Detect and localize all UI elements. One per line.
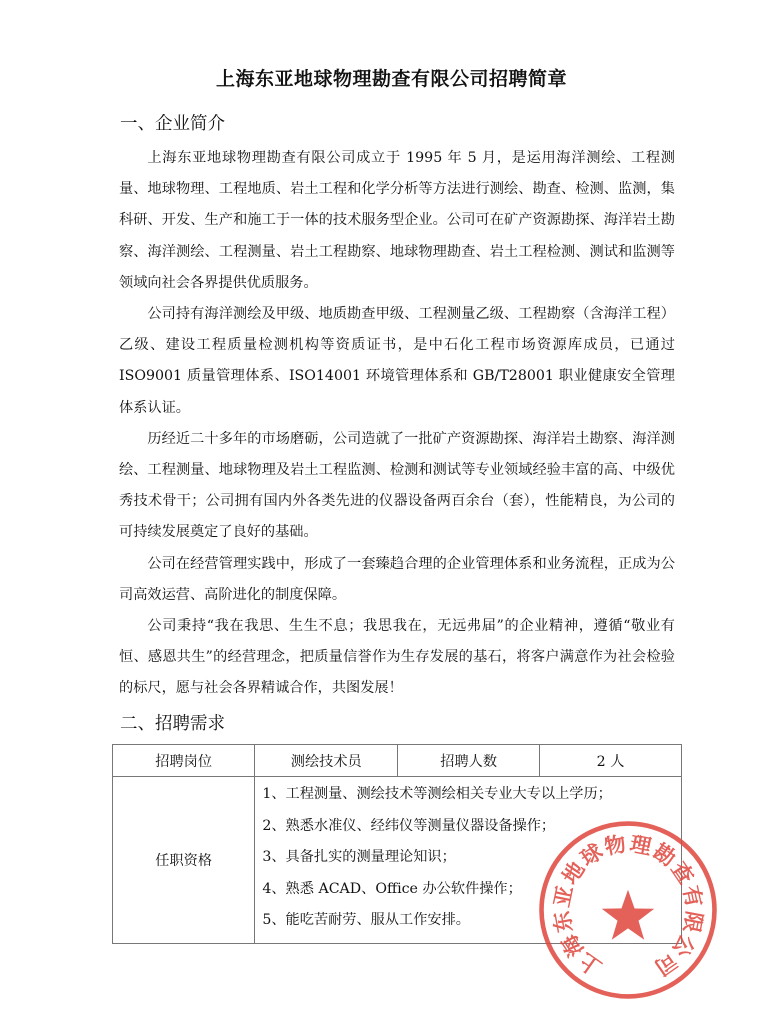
seal-character: 亚 xyxy=(548,883,578,910)
intro-paragraph: 公司在经营管理实践中，形成了一套臻趋合理的企业管理体系和业务流程，正成为公司高效运营、高阶进化的制度保障。 xyxy=(119,555,675,603)
qualification-label: 任职资格 xyxy=(113,777,255,944)
section-heading-recruitment: 二、招聘需求 xyxy=(120,714,225,734)
qualification-item: 5、能吃苦耐劳、服从工作安排。 xyxy=(262,912,470,928)
seal-character: 勘 xyxy=(648,838,681,871)
table-row xyxy=(113,745,682,777)
seal-character: 上 xyxy=(574,947,606,981)
seal-character: 球 xyxy=(575,838,608,871)
seal-character: 地 xyxy=(556,856,590,889)
company-intro xyxy=(119,143,675,705)
seal-character: 司 xyxy=(650,947,682,981)
qualification-item: 2、熟悉水准仪、经纬仪等测量仪器设备操作； xyxy=(262,817,556,834)
count-value: 2 人 xyxy=(540,745,682,777)
position-value: 测绘技术员 xyxy=(255,745,398,777)
seal-character: 查 xyxy=(666,856,700,889)
seal-character: 公 xyxy=(667,930,700,962)
qualification-item: 3、具备扎实的测量理论知识； xyxy=(262,849,456,865)
seal-character: 海 xyxy=(556,930,589,962)
intro-paragraph: 公司秉持“我在我思、生生不息；我思我在，无远弗届”的企业精神，遵循“敬业有恒、感恩共生”的经营理念，把质量信誉作为生存发展的基石，将客户满意作为社会检验的标尺，愿与社会各界精诚合作，共图发展！ xyxy=(119,618,675,697)
section-heading-company-intro: 一、企业简介 xyxy=(120,114,225,134)
intro-paragraph: 历经近二十多年的市场磨砺，公司造就了一批矿产资源勘探、海洋岩土勘察、海洋测绘、工程测量、地球物理及岩土工程监测、检测和测试等专业领域经验丰富的高、中级优秀技术骨干；公司拥有国内外各类先进的仪器设备两百余台（套），性能精良，为公司的可持续发展奠定了良好的基础。 xyxy=(119,430,675,541)
document-title: 上海东亚地球物理勘查有限公司招聘简章 xyxy=(215,68,567,90)
qualification-item: 1、工程测量、测绘技术等测绘相关专业大专以上学历； xyxy=(262,786,612,802)
seal-character: 东 xyxy=(548,909,578,935)
seal-character: 有 xyxy=(678,883,708,910)
position-label: 招聘岗位 xyxy=(113,745,255,777)
intro-paragraph: 公司持有海洋测绘及甲级、地质勘查甲级、工程测量乙级、工程勘察（含海洋工程）乙级、建设工程质量检测机构等资质证书，是中石化工程市场资源库成员，已通过 ISO9001 质量管理体系、ISO14001 环境管理体系和 GB/T28001 职业健康安全管理体系认证。 xyxy=(119,306,675,416)
qualification-item: 4、熟悉 ACAD、Office 办公软件操作； xyxy=(262,880,522,897)
seal-character: 限 xyxy=(678,909,708,935)
count-label: 招聘人数 xyxy=(398,745,540,777)
company-seal-stamp xyxy=(536,818,720,1002)
intro-paragraph: 上海东亚地球物理勘查有限公司成立于 1995 年 5 月，是运用海洋测绘、工程测量、地球物理、工程地质、岩土工程和化学分析等方法进行测绘、勘查、检测、监测，集科研、开发、生产和施工于一体的技术服务型企业。公司可在矿产资源勘探、海洋岩土勘察、海洋测绘、工程测量、岩土工程勘察、地球物理勘查、岩土工程检测、测试和监测等领域向社会各界提供优质服务。 xyxy=(119,150,675,291)
seal-character: 物 xyxy=(602,830,629,860)
seal-character: 理 xyxy=(627,830,654,860)
seal-star-icon xyxy=(602,890,654,940)
